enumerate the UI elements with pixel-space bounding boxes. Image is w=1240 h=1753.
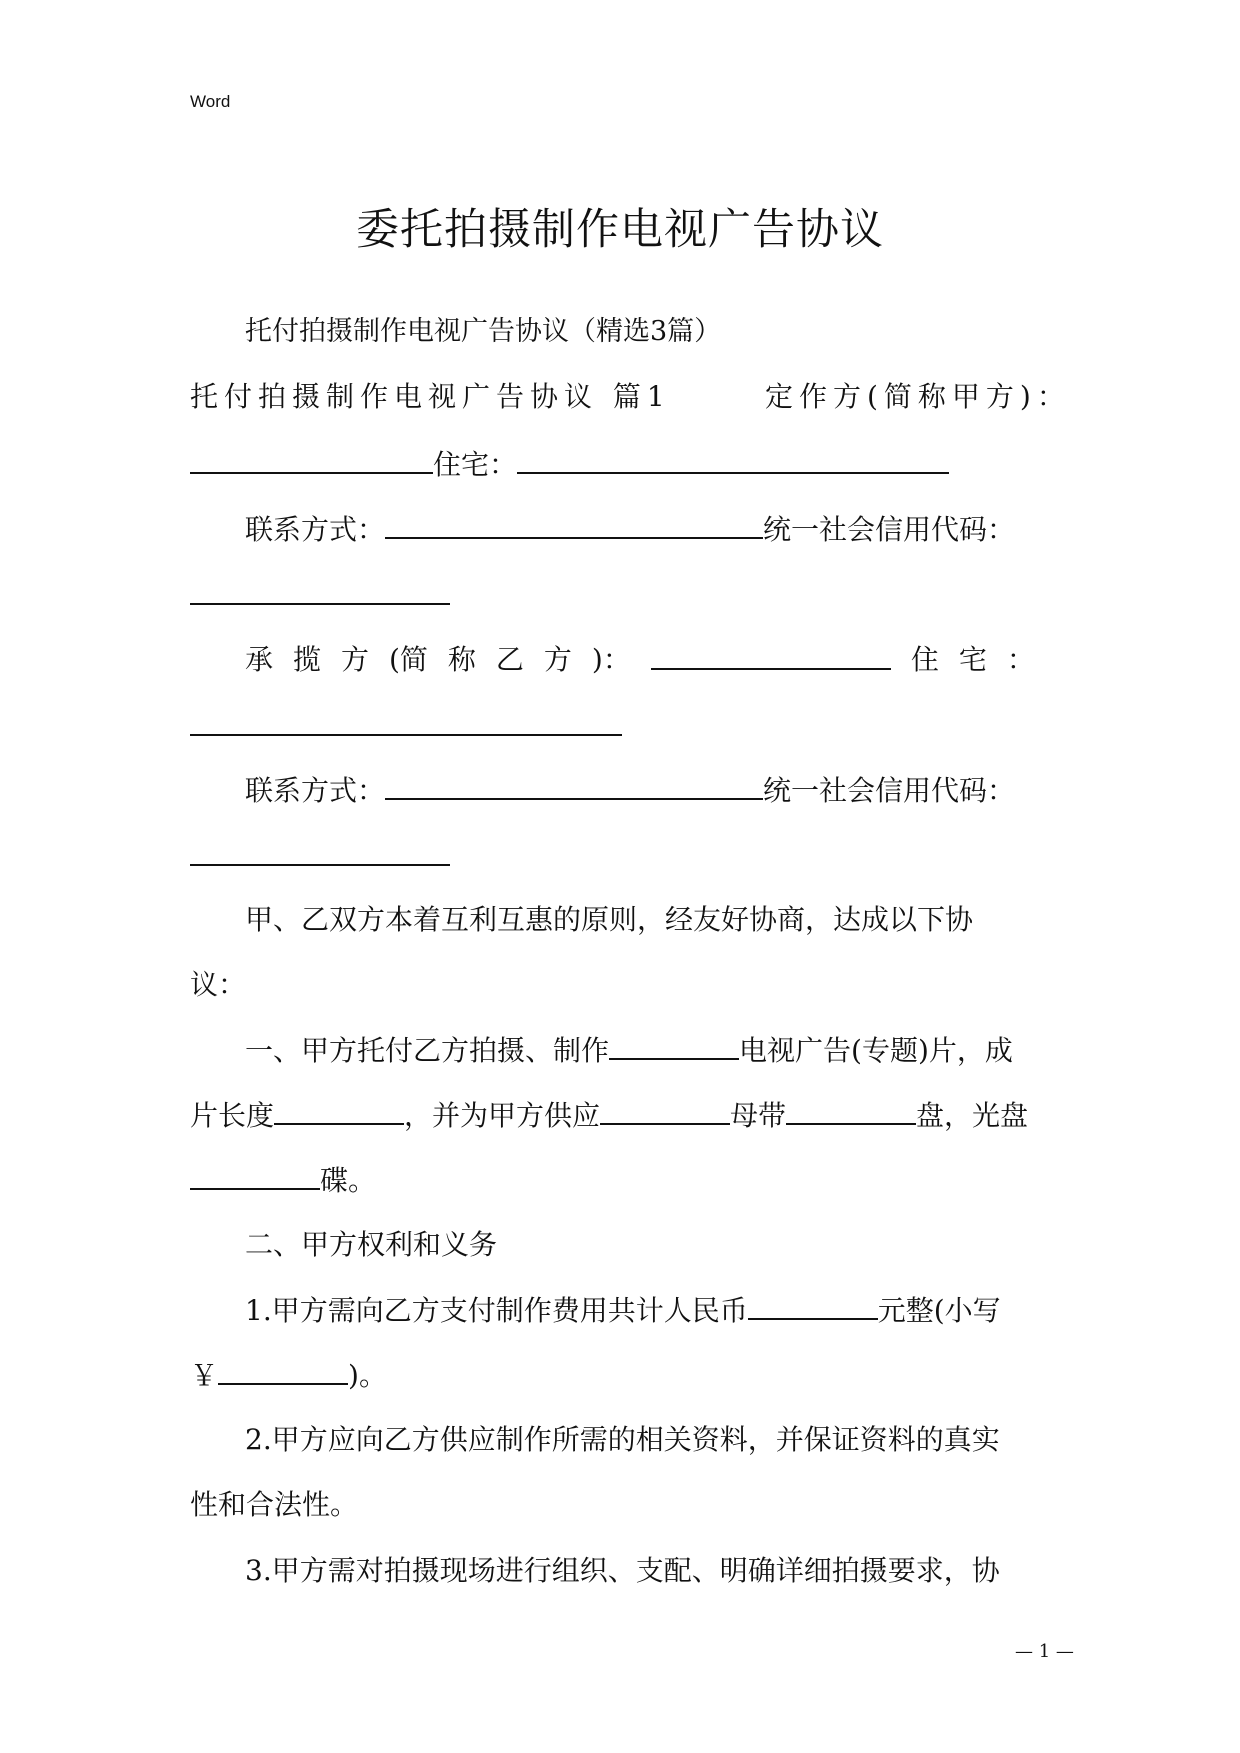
clause1-disc-blank[interactable] <box>190 1160 320 1190</box>
party-a-credit-code-blank[interactable] <box>190 575 450 605</box>
party-a-residence-label: 住宅： <box>433 448 518 481</box>
party-a-residence-row <box>190 444 949 485</box>
party-a-contact-row <box>245 509 1015 550</box>
party-b-contact-label: 联系方式： <box>245 774 386 807</box>
clause1-text: ，并为甲方供应 <box>404 1099 601 1132</box>
party-b-label-char: 方 <box>543 643 572 676</box>
yuan-symbol: ￥ <box>190 1359 219 1392</box>
party-b-label-char: (简 <box>389 643 428 676</box>
section-heading: 托付拍摄制作电视广告协议 篇1 <box>190 380 671 413</box>
fee-numeric-blank[interactable] <box>218 1355 348 1385</box>
party-b-contact-row <box>245 770 1015 811</box>
party-a-credit-code-row <box>190 575 450 616</box>
clause2-item1-line-2 <box>190 1355 387 1396</box>
party-a-contact-label: 联系方式： <box>245 513 386 546</box>
party-a-name-blank[interactable] <box>190 444 433 474</box>
clause1-text: 电视广告(专题)片，成 <box>739 1034 1013 1067</box>
intro-line-1: 甲、乙双方本着互利互惠的原则，经友好协商，达成以下协 <box>245 903 974 936</box>
clause1-text: 母带 <box>730 1099 787 1132</box>
clause1-master-tape-blank[interactable] <box>786 1095 916 1125</box>
party-b-label-char: 乙 <box>495 643 524 676</box>
clause1-line-2 <box>190 1095 1028 1136</box>
document-subtitle: 托付拍摄制作电视广告协议（精选3篇） <box>245 316 722 347</box>
party-b-contact-blank[interactable] <box>385 770 763 800</box>
clause2-text: 元整(小写 <box>877 1294 1001 1327</box>
party-b-credit-code-row <box>190 836 450 877</box>
page-number: — 1 — <box>1015 1641 1074 1662</box>
party-b-name-blank[interactable] <box>651 640 891 670</box>
clause1-line-3 <box>190 1160 376 1201</box>
party-b-residence-row <box>190 706 622 747</box>
party-a-contact-blank[interactable] <box>385 509 763 539</box>
clause2-text: 1.甲方需向乙方支付制作费用共计人民币 <box>245 1294 748 1327</box>
document-title: 委托拍摄制作电视广告协议 <box>356 205 884 255</box>
clause2-item3-line-1: 3.甲方需对拍摄现场进行组织、支配、明确详细拍摄要求，协 <box>245 1554 1000 1587</box>
party-b-label-char: 称 <box>447 643 476 676</box>
party-b-label-char: )： <box>591 643 631 676</box>
header-label: Word <box>190 92 231 111</box>
clause1-length-blank[interactable] <box>274 1095 404 1125</box>
party-a-label: 定作方(简称甲方)： <box>765 380 1071 413</box>
party-b-label-char: ： <box>1006 643 1035 676</box>
party-b-label-char: 揽 <box>293 643 322 676</box>
clause2-heading: 二、甲方权利和义务 <box>245 1228 498 1261</box>
clause2-text: )。 <box>348 1359 387 1392</box>
party-b-label-char: 方 <box>341 643 370 676</box>
clause2-item2-line-2: 性和合法性。 <box>190 1488 359 1521</box>
fee-amount-blank[interactable] <box>748 1290 878 1320</box>
party-a-credit-code-label: 统一社会信用代码： <box>763 513 1016 546</box>
clause2-item1-line-1 <box>245 1290 1001 1331</box>
party-b-label-char: 承 <box>245 643 274 676</box>
party-b-label-char: 宅 <box>958 643 987 676</box>
intro-line-2: 议： <box>190 968 247 1001</box>
party-b-credit-code-blank[interactable] <box>190 836 450 866</box>
clause1-supply-blank[interactable] <box>600 1095 730 1125</box>
party-a-residence-blank[interactable] <box>517 444 949 474</box>
clause1-text: 一、甲方托付乙方拍摄、制作 <box>245 1034 610 1067</box>
clause1-line-1 <box>245 1030 1013 1071</box>
clause1-text: 盘，光盘 <box>916 1099 1029 1132</box>
party-b-label-char: 住 <box>910 643 939 676</box>
party-b-credit-code-label: 统一社会信用代码： <box>763 774 1016 807</box>
clause1-text: 碟。 <box>320 1164 377 1197</box>
party-b-label-row <box>245 640 1035 680</box>
party-b-residence-blank[interactable] <box>190 706 622 736</box>
clause1-product-blank[interactable] <box>609 1030 739 1060</box>
clause1-text: 片长度 <box>190 1099 275 1132</box>
clause2-item2-line-1: 2.甲方应向乙方供应制作所需的相关资料，并保证资料的真实 <box>245 1423 1000 1456</box>
